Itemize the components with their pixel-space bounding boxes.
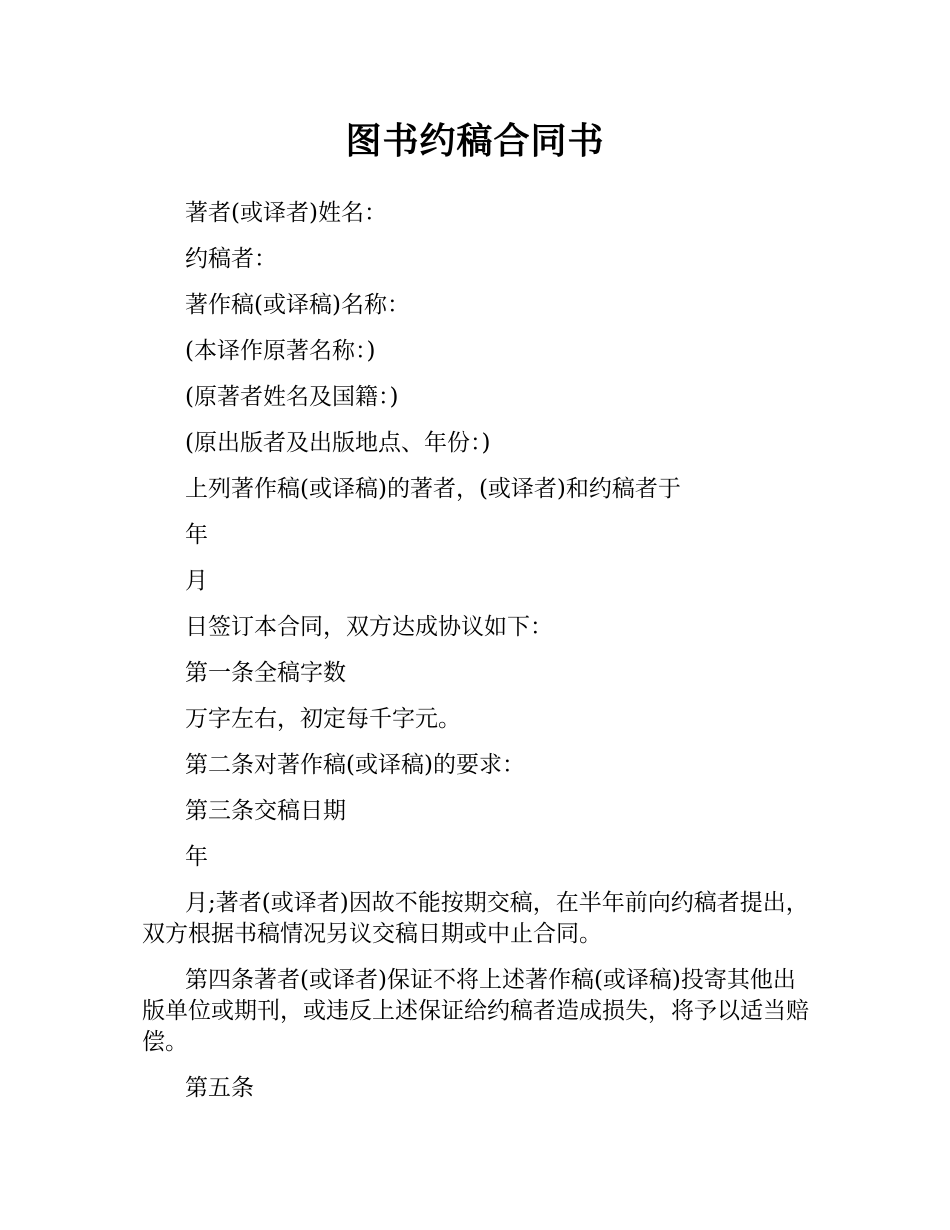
paragraph-commissioner: 约稿者： bbox=[185, 246, 277, 272]
paragraph-article-3: 第三条交稿日期 bbox=[185, 798, 346, 824]
paragraph-author-name: 著者(或译者)姓名： bbox=[185, 200, 387, 226]
paragraph-original-author: (原著者姓名及国籍：) bbox=[185, 384, 399, 410]
paragraph-year: 年 bbox=[185, 522, 208, 548]
paragraph-word-count: 万字左右，初定每千字元。 bbox=[185, 706, 461, 732]
paragraph-original-publisher: (原出版者及出版地点、年份：) bbox=[185, 430, 491, 456]
paragraph-delivery-month: 月;著者(或译者)因故不能按期交稿，在半年前向约稿者提出，双方根据书稿情况另议交稿日期或中止合同。 bbox=[142, 890, 809, 947]
paragraph-original-title: (本译作原著名称：) bbox=[185, 338, 376, 364]
paragraph-article-1: 第一条全稿字数 bbox=[185, 660, 346, 686]
paragraph-agreement: 日签订本合同，双方达成协议如下： bbox=[185, 614, 553, 640]
paragraph-article-2: 第二条对著作稿(或译稿)的要求： bbox=[185, 752, 525, 778]
paragraph-parties-intro: 上列著作稿(或译稿)的著者，(或译者)和约稿者于 bbox=[185, 476, 681, 502]
paragraph-delivery-year: 年 bbox=[185, 844, 208, 870]
paragraph-article-5: 第五条 bbox=[185, 1075, 254, 1101]
document-body bbox=[142, 198, 814, 1119]
document-title: 图书约稿合同书 bbox=[345, 121, 605, 162]
paragraph-work-title: 著作稿(或译稿)名称： bbox=[185, 292, 410, 318]
paragraph-article-4: 第四条著者(或译者)保证不将上述著作稿(或译稿)投寄其他出版单位或期刊，或违反上述保证给约稿者造成损失，将予以适当赔偿。 bbox=[142, 967, 809, 1055]
paragraph-month: 月 bbox=[185, 568, 208, 594]
